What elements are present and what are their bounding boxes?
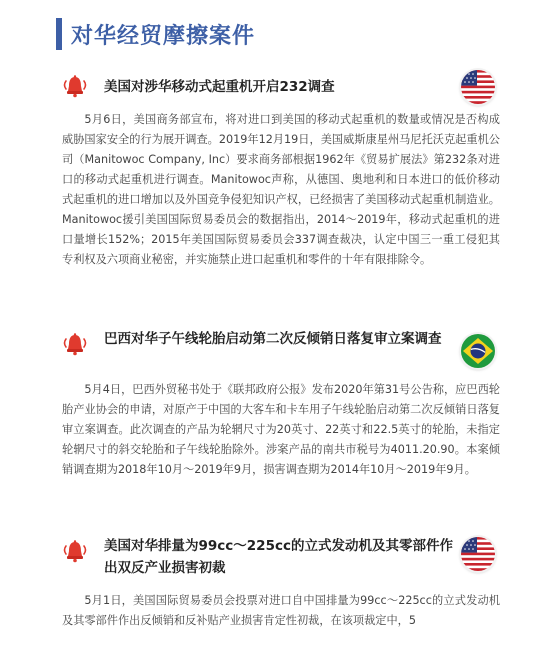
case-header bbox=[0, 328, 554, 372]
alarm-bell-icon bbox=[62, 539, 88, 563]
case-item-1 bbox=[0, 70, 554, 266]
case-item-2 bbox=[0, 328, 554, 476]
case-title: 美国对涉华移动式起重机开启232调查 bbox=[104, 79, 335, 95]
header-accent-bar bbox=[56, 18, 62, 50]
case-body-text: 5月6日，美国商务部宣布，将对进口到美国的移动式起重机的数量或情况是否构成威胁国家安全的行为展开调查。2019年12月19日，美国威斯康星州马尼托沃克起重机公司（Manitowoc Company, Inc）要求商务部根据1962年《贸易扩展法》第232条对进口的移动式起重机进行调查。Manitowoc声称，从德国、奥地利和日本进口的低价移动式起重机的进口增加以及外国竞争侵犯知识产权，已经损害了美国移动式起重机制造业。Manitowoc援引美国国际贸易委员会的数据指出，2014～2019年，移动式起重机的进口量增长152%；2015年美国国际贸易委员会337调查裁决，认定中国三一重工侵犯其专利权及六项商业秘密，并实施禁止进口起重机和零件的十年有限排除令。 bbox=[62, 113, 500, 266]
case-header bbox=[0, 535, 554, 579]
case-body-text: 5月1日，美国国际贸易委员会投票对进口自中国排量为99cc～225cc的立式发动机及其零部件作出反倾销和反补贴产业损害肯定性初裁，在该项裁定中，5 bbox=[62, 594, 500, 627]
alarm-bell-icon bbox=[62, 332, 88, 356]
case-item-3 bbox=[0, 535, 554, 627]
case-title: 美国对华排量为99cc～225cc的立式发动机及其零部件作出双反产业损害初裁 bbox=[104, 538, 453, 576]
case-header bbox=[0, 70, 554, 114]
usa-flag-icon bbox=[461, 537, 495, 571]
brazil-flag-icon bbox=[461, 334, 495, 368]
usa-flag-icon bbox=[461, 70, 495, 104]
case-body-text: 5月4日，巴西外贸秘书处于《联邦政府公报》发布2020年第31号公告称，应巴西轮胎产业协会的申请，对原产于中国的大客车和卡车用子午线轮胎启动第二次反倾销日落复审立案调查。此次调查的产品为轮辋尺寸为20英寸、22英寸和22.5英寸的轮胎，未指定轮辋尺寸的斜交轮胎和子午线轮胎除外。涉案产品的南共市税号为4011.20.90。本案倾销调查期为2018年10月～2019年9月，损害调查期为2014年10月～2019年9月。 bbox=[62, 383, 500, 476]
page-title: 对华经贸摩擦案件 bbox=[71, 23, 256, 49]
case-title: 巴西对华子午线轮胎启动第二次反倾销日落复审立案调查 bbox=[104, 331, 442, 347]
alarm-bell-icon bbox=[62, 74, 88, 98]
section-header bbox=[56, 16, 255, 52]
